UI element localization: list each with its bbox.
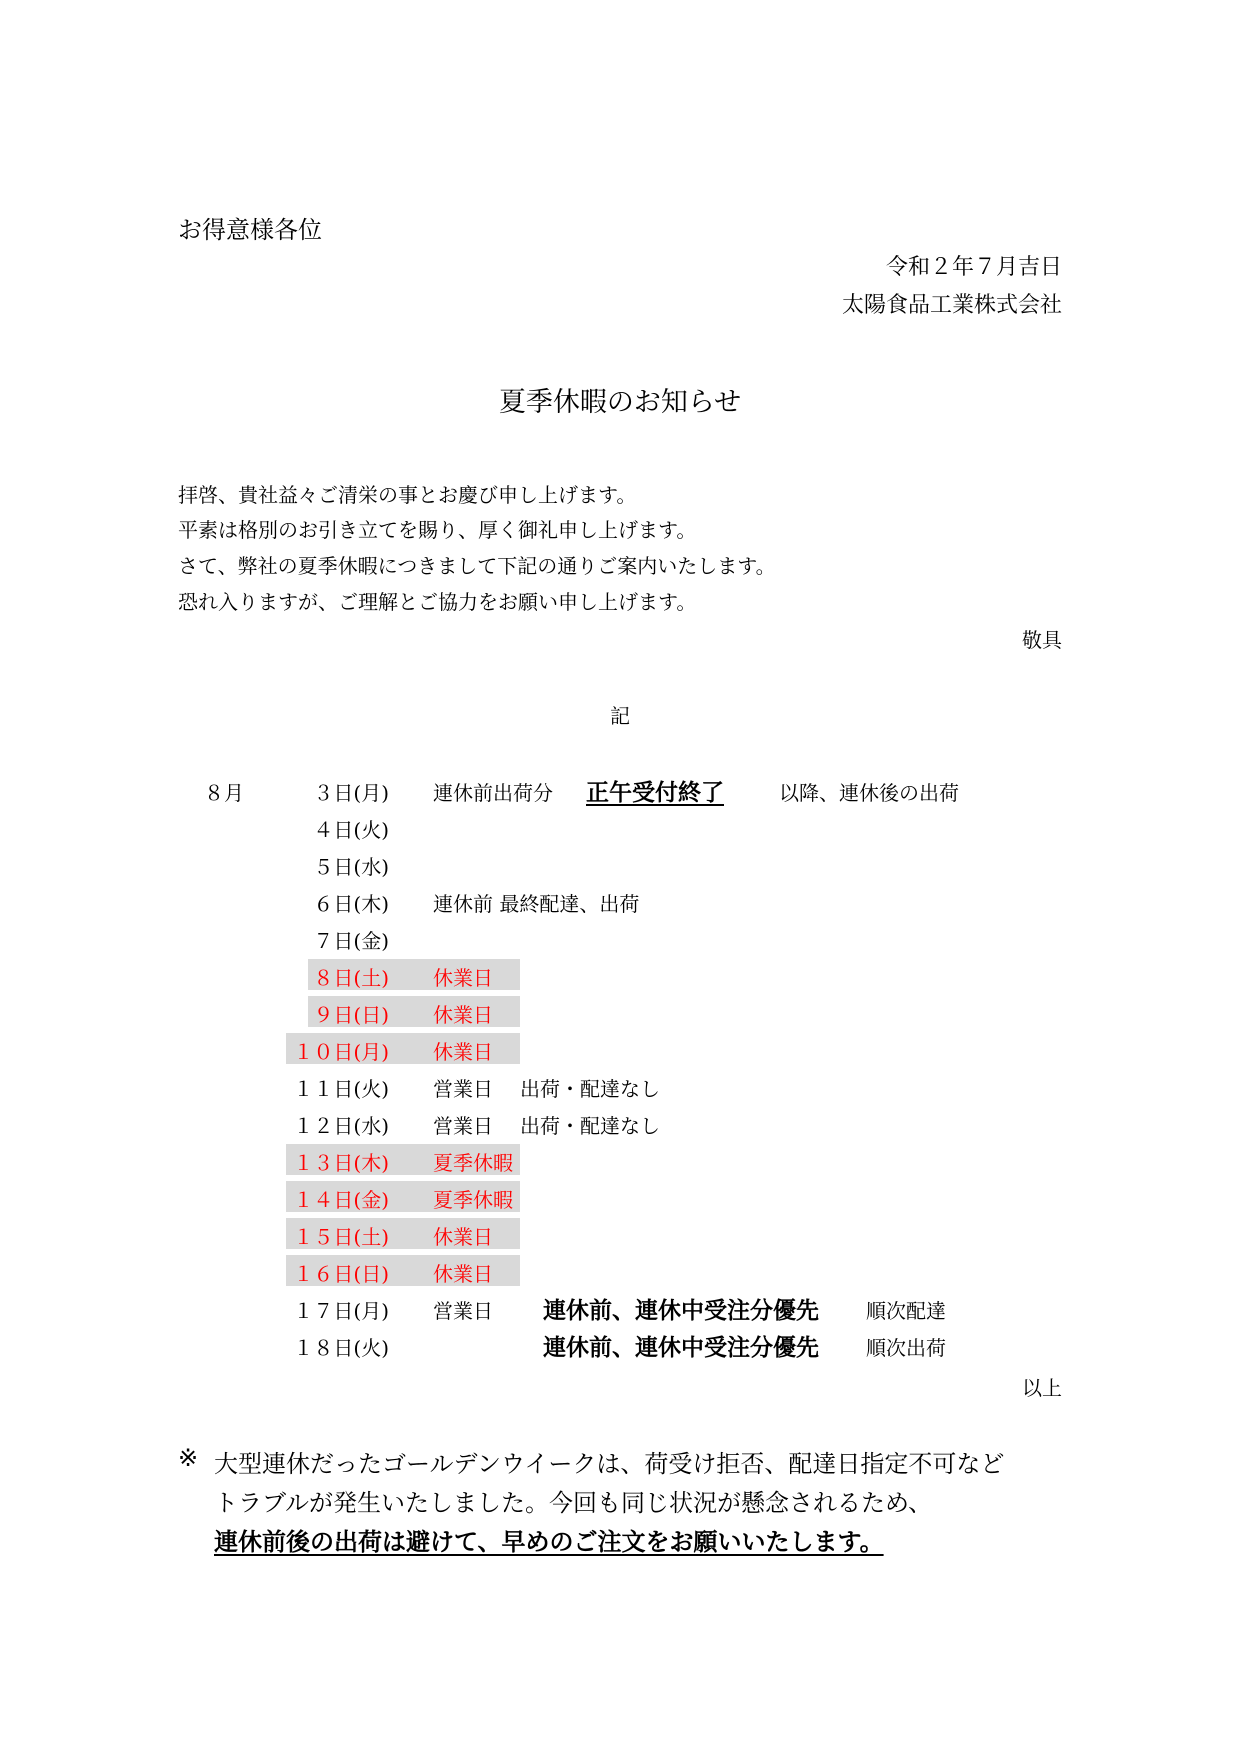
row-status: 夏季休暇 (433, 1188, 513, 1212)
closing-ijou: 以上 (1022, 1376, 1062, 1400)
row-date: １７日(月) (293, 1299, 389, 1323)
row-status: 連休前出荷分 (433, 781, 553, 805)
row-status: 営業日 (433, 1114, 493, 1138)
row-note: 順次出荷 (866, 1336, 946, 1360)
row-status: 夏季休暇 (433, 1151, 513, 1175)
row-date: １０日(月) (293, 1040, 389, 1064)
body-line-2: 平素は格別のお引き立てを賜り、厚く御礼申し上げます。 (178, 518, 697, 542)
row-date: １２日(水) (293, 1114, 389, 1138)
recipient: お得意様各位 (178, 216, 322, 244)
body-line-4: 恐れ入りますが、ご理解とご協力をお願い申し上げます。 (178, 590, 697, 614)
row-date: ７日(金) (313, 929, 389, 953)
row-date: ３日(月) (313, 781, 389, 805)
row-detail: 出荷・配達なし (520, 1077, 660, 1101)
schedule-row-holiday (0, 1036, 1240, 1070)
note-line-1: 大型連休だったゴールデンウイークは、荷受け拒否、配達日指定不可など (214, 1450, 1005, 1478)
row-date: ６日(木) (313, 892, 389, 916)
body-line-1: 拝啓、貴社益々ご清栄の事とお慶び申し上げます。 (178, 483, 637, 507)
schedule-row (0, 888, 1240, 922)
closing-keigu: 敬具 (1022, 628, 1062, 652)
row-emphasis: 連休前、連休中受注分優先 (543, 1334, 819, 1361)
row-date: ８日(土) (313, 966, 389, 990)
company-name: 太陽食品工業株式会社 (841, 293, 1062, 318)
row-status: 休業日 (433, 1003, 493, 1027)
row-date: １６日(日) (293, 1262, 389, 1286)
row-note: 順次配達 (866, 1299, 946, 1323)
schedule-row (0, 1295, 1240, 1329)
note-line-3: 連休前後の出荷は避けて、早めのご注文をお願いいたします。 (214, 1527, 884, 1556)
row-date: １３日(木) (293, 1151, 389, 1175)
page-title: 夏季休暇のお知らせ (498, 387, 742, 418)
schedule-row (0, 1110, 1240, 1144)
row-date: ５日(水) (313, 855, 389, 879)
row-emphasis: 正午受付終了 (586, 779, 724, 806)
row-emphasis: 連休前、連休中受注分優先 (543, 1297, 819, 1324)
schedule-row-holiday (0, 1221, 1240, 1255)
schedule-row (0, 814, 1240, 848)
row-status: 連休前 最終配達、出荷 (433, 892, 640, 916)
row-note: 以降、連休後の出荷 (779, 781, 959, 805)
row-detail: 出荷・配達なし (520, 1114, 660, 1138)
ki-heading: 記 (610, 704, 630, 728)
body-line-3: さて、弊社の夏季休暇につきまして下記の通りご案内いたします。 (178, 554, 776, 578)
row-status: 休業日 (433, 1225, 493, 1249)
row-status: 休業日 (433, 1040, 493, 1064)
schedule-row (0, 1073, 1240, 1107)
row-status: 休業日 (433, 1262, 493, 1286)
row-date: ９日(日) (313, 1003, 389, 1027)
row-date: １５日(土) (293, 1225, 389, 1249)
row-date: １１日(火) (293, 1077, 389, 1101)
row-date: １８日(火) (293, 1336, 389, 1360)
row-status: 営業日 (433, 1077, 493, 1101)
schedule-row-holiday (0, 1258, 1240, 1292)
schedule-row (0, 777, 1240, 811)
schedule-row-holiday (0, 1147, 1240, 1181)
note-line-2: トラブルが発生いたしました。今回も同じ状況が懸念されるため、 (214, 1489, 933, 1517)
schedule-row (0, 851, 1240, 885)
schedule-row (0, 1332, 1240, 1366)
schedule-row (0, 925, 1240, 959)
row-date: ４日(火) (313, 818, 389, 842)
schedule-row-holiday (0, 999, 1240, 1033)
row-status: 休業日 (433, 966, 493, 990)
issue-date: 令和２年７月吉日 (885, 255, 1062, 280)
row-status: 営業日 (433, 1299, 493, 1323)
row-date: １４日(金) (293, 1188, 389, 1212)
note-mark: ※ (178, 1444, 199, 1472)
schedule-row-holiday (0, 1184, 1240, 1218)
schedule-row-holiday (0, 962, 1240, 996)
month-label: ８月 (204, 781, 244, 805)
